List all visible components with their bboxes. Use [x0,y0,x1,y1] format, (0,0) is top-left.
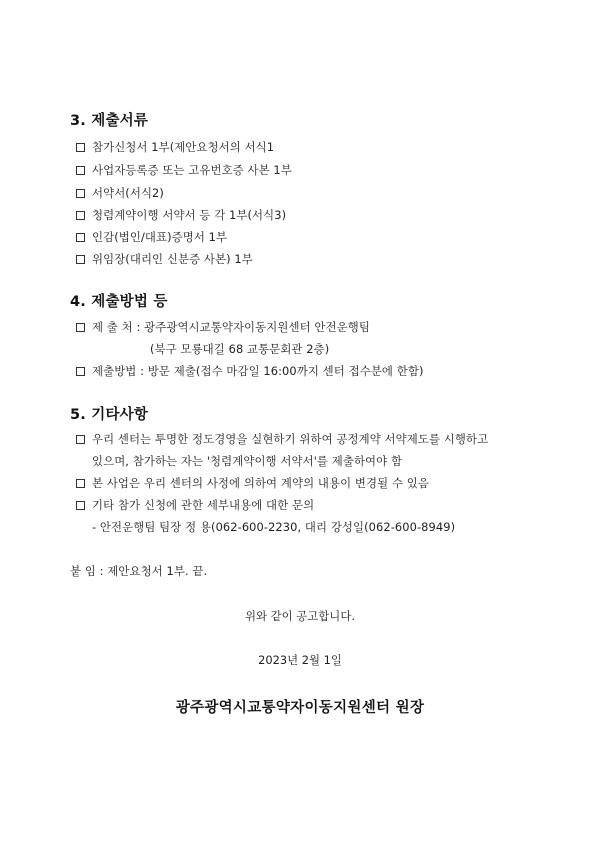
attachment-note: 붙 임 : 제안요청서 1부. 끝. [70,564,208,578]
checkbox-icon [76,367,85,376]
submission-method [76,363,424,379]
checkbox-icon [76,255,85,264]
item-text: 기타 참가 신청에 관한 세부내용에 대한 문의 [92,498,315,512]
section-4-title: 4. 제출방법 등 [70,294,168,310]
item-text: 우리 센터는 투명한 정도경영을 실현하기 위하여 공정계약 서약제도를 시행하고 [92,432,489,446]
list-item [76,229,227,245]
item-text: 제 출 처 : 광주광역시교통약자이동지원센터 안전운행팀 [92,320,370,334]
list-item [76,475,429,491]
item-text: 사업자등록증 또는 고유번호증 사본 1부 [92,163,292,177]
checkbox-icon [76,323,85,332]
announcement-text: 위와 같이 공고합니다. [245,609,355,623]
section-3-title: 3. 제출서류 [70,113,149,129]
submission-place [76,319,370,335]
item-text: 본 사업은 우리 센터의 사정에 의하여 계약의 내용이 변경될 수 있음 [92,476,429,490]
item-text: 제출방법 : 방문 제출(접수 마감일 16:00까지 센터 접수분에 한함) [92,364,424,378]
checkbox-icon [76,143,85,152]
checkbox-icon [76,233,85,242]
list-item [76,497,314,513]
list-item-continuation: 있으며, 참가하는 자는 '청렴계약이행 서약서'를 제출하여야 함 [92,454,403,468]
checkbox-icon [76,435,85,444]
issuer-signature: 광주광역시교통약자이동지원센터 원장 [175,700,425,716]
contact-info: - 안전운행팀 팀장 정 용(062-600-2230, 대리 강성일(062-600-8949) [92,520,456,534]
item-text: 청렴계약이행 서약서 등 각 1부(서식3) [92,208,287,222]
list-item [76,185,164,201]
checkbox-icon [76,166,85,175]
checkbox-icon [76,479,85,488]
list-item [76,251,253,267]
checkbox-icon [76,501,85,510]
list-item [76,162,292,178]
item-text: 인감(법인/대표)증명서 1부 [92,230,228,244]
list-item [76,207,286,223]
list-item [76,431,488,447]
checkbox-icon [76,211,85,220]
item-text: 참가신청서 1부(제안요청서의 서식1 [92,140,275,154]
announcement-date: 2023년 2월 1일 [258,653,342,667]
submission-address: (북구 모룡대길 68 교통문회관 2층) [150,342,330,356]
section-5-title: 5. 기타사항 [70,407,149,423]
item-text: 위임장(대리인 신분증 사본) 1부 [92,252,253,266]
item-text: 서약서(서식2) [92,186,164,200]
list-item [76,139,274,155]
checkbox-icon [76,189,85,198]
